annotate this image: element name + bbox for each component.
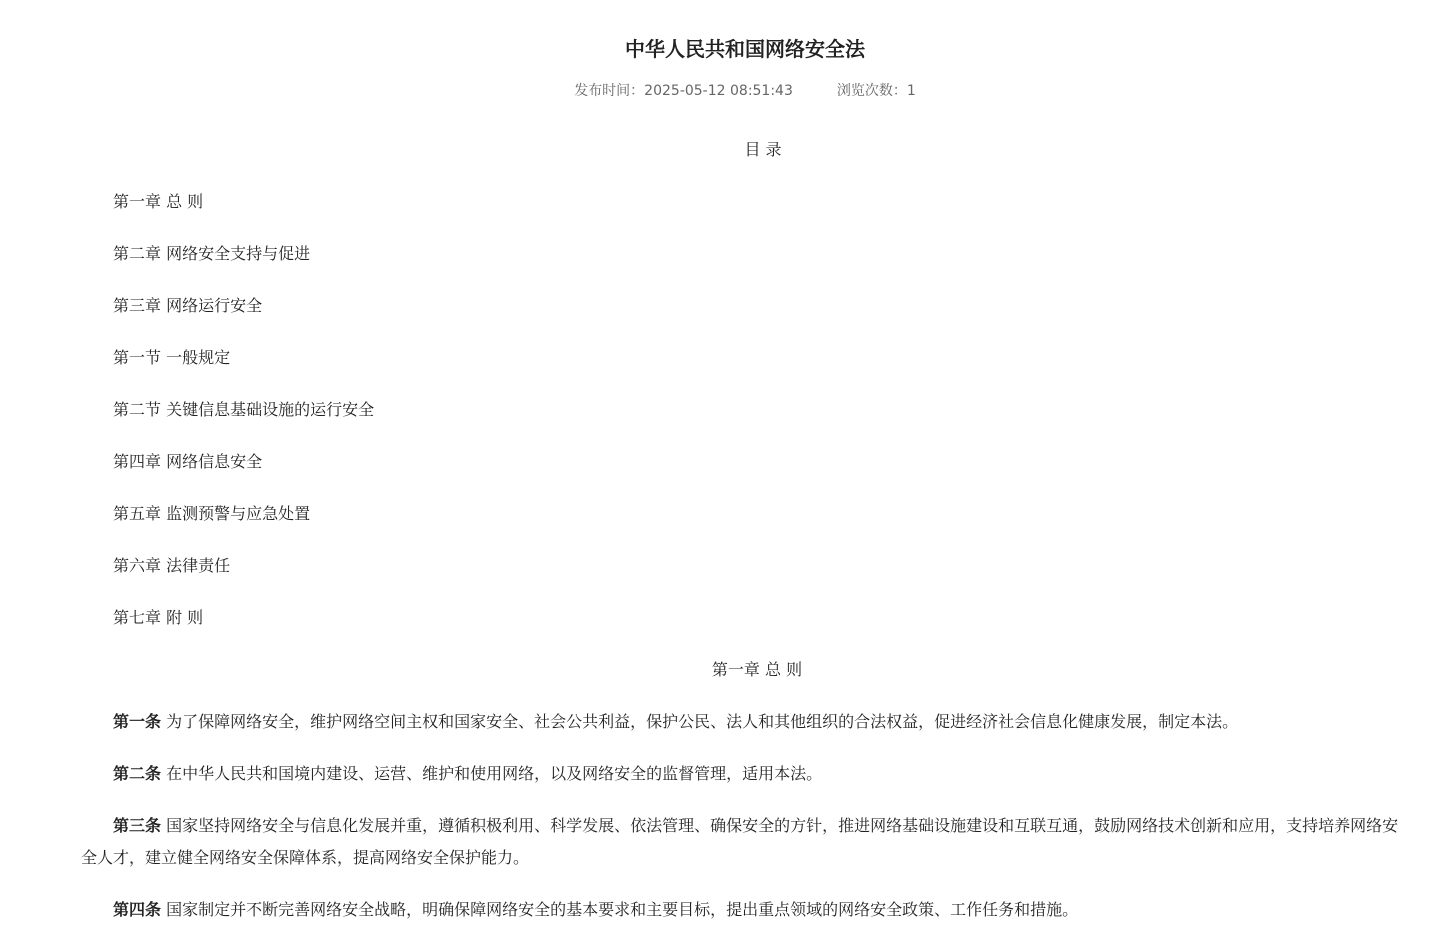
toc-item-chapter-7: 第七章 附 则 [113, 608, 204, 627]
article-1 [81, 706, 1401, 738]
article-body [81, 134, 1401, 936]
toc-item-section-1: 第一节 一般规定 [113, 348, 231, 367]
toc-item-chapter-5: 第五章 监测预警与应急处置 [113, 504, 311, 523]
article-meta [0, 80, 1440, 102]
toc-item-chapter-1: 第一章 总 则 [113, 192, 204, 211]
toc-item-chapter-3: 第三章 网络运行安全 [113, 296, 263, 315]
page-title: 中华人民共和国网络安全法 [625, 37, 865, 61]
article-2 [81, 758, 1401, 790]
toc-item-chapter-2: 第二章 网络安全支持与促进 [113, 244, 311, 263]
article-text: 为了保障网络安全，维护网络空间主权和国家安全、社会公共利益，保护公民、法人和其他组织的合法权益，促进经济社会信息化健康发展，制定本法。 [161, 712, 1239, 731]
article-4 [81, 894, 1401, 926]
article-label: 第四条 [113, 900, 162, 919]
article-label: 第一条 [113, 712, 162, 731]
toc-item-chapter-6: 第六章 法律责任 [113, 556, 231, 575]
article-text: 在中华人民共和国境内建设、运营、维护和使用网络，以及网络安全的监督管理，适用本法。 [161, 764, 823, 783]
article-label: 第三条 [113, 816, 162, 835]
article-text: 国家制定并不断完善网络安全战略，明确保障网络安全的基本要求和主要目标，提出重点领域的网络安全政策、工作任务和措施。 [161, 900, 1079, 919]
toc-item-section-2: 第二节 关键信息基础设施的运行安全 [113, 400, 375, 419]
article-3 [81, 810, 1401, 874]
article-label: 第二条 [113, 764, 162, 783]
toc-item-chapter-4: 第四章 网络信息安全 [113, 452, 263, 471]
view-count: 浏览次数：1 [836, 83, 916, 99]
publish-time: 发布时间：2025-05-12 08:51:43 [574, 83, 793, 99]
toc-heading: 目 录 [744, 140, 782, 159]
article-text: 国家坚持网络安全与信息化发展并重，遵循积极利用、科学发展、依法管理、确保安全的方针，推进网络基础设施建设和互联互通，鼓励网络技术创新和应用，支持培养网络安全人才，建立健全网络安全保障体系，提高网络安全保护能力。 [81, 816, 1399, 867]
chapter-heading: 第一章 总 则 [711, 660, 803, 679]
